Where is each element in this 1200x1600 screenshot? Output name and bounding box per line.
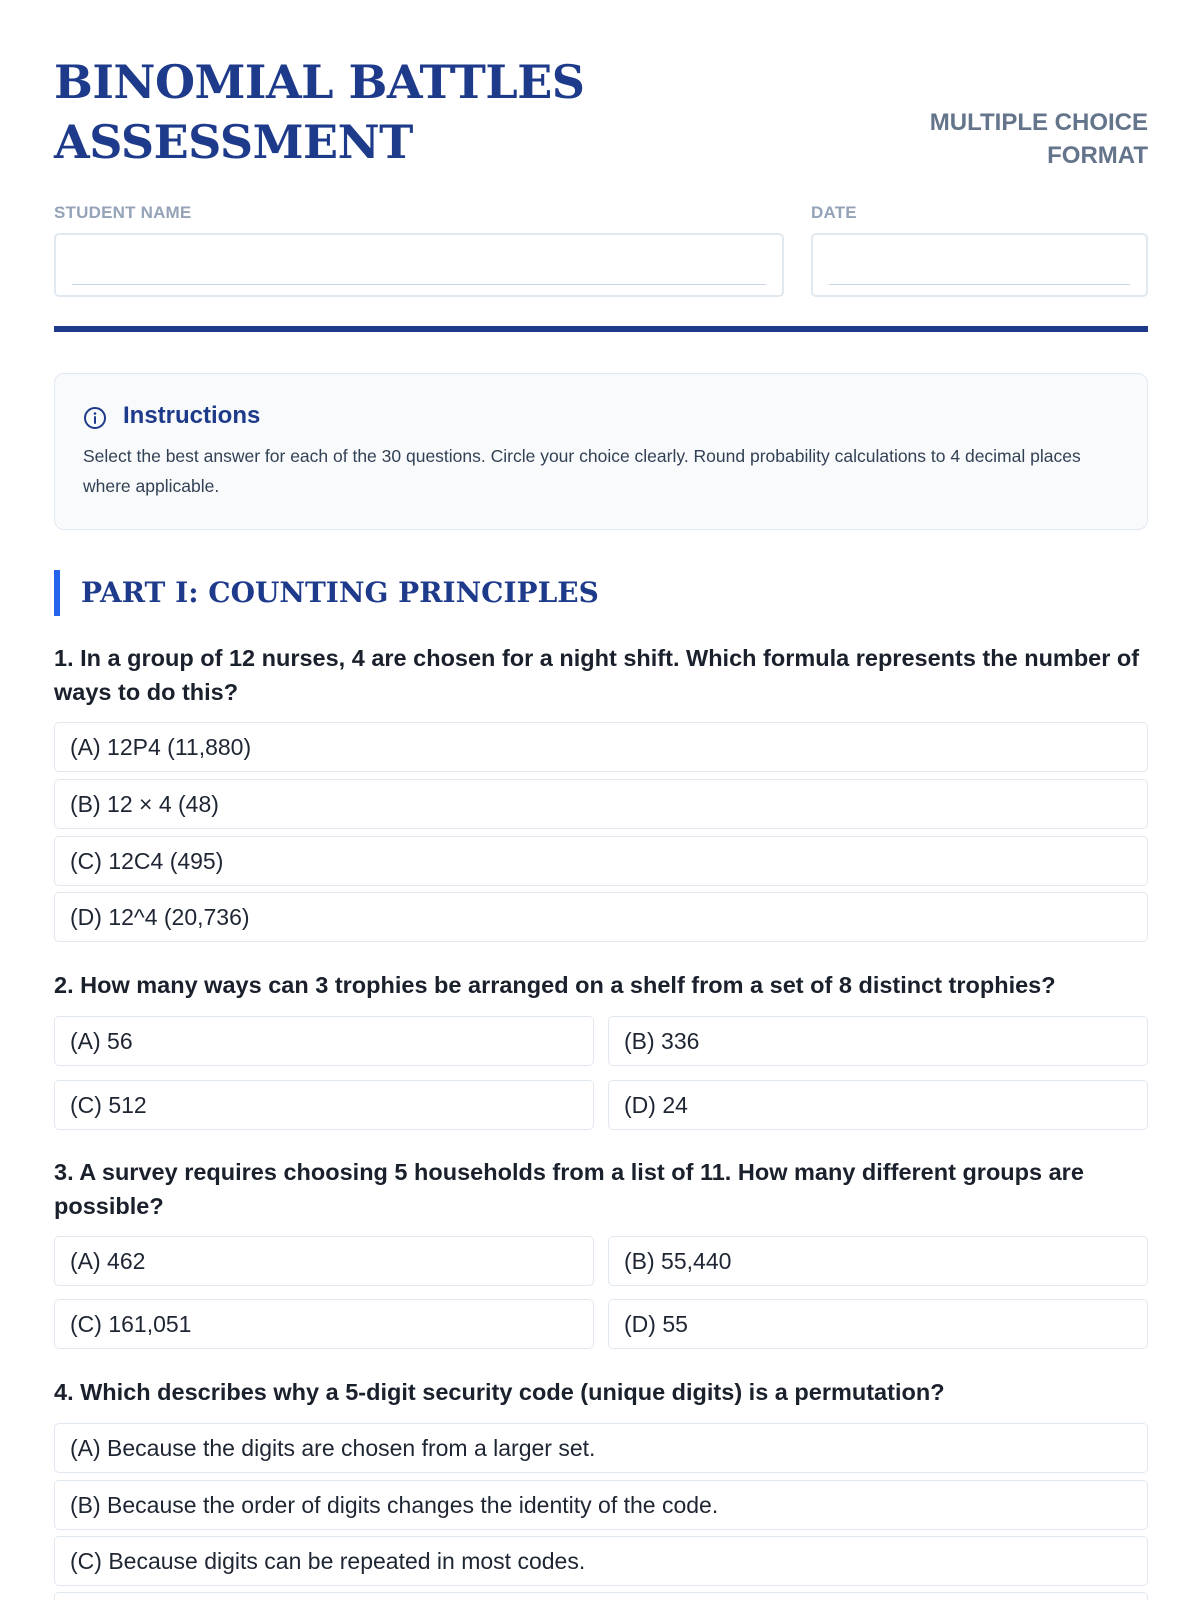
q4-option-d[interactable] <box>54 1592 1148 1600</box>
q1-option-d[interactable]: (D) 12^4 (20,736) <box>54 892 1148 942</box>
q3-option-d[interactable]: (D) 55 <box>608 1299 1148 1349</box>
question-2: 2. How many ways can 3 trophies be arranged on a shelf from a set of 8 distinct trophies? <box>54 972 1056 998</box>
question-4: 4. Which describes why a 5-digit security code (unique digits) is a permutation? <box>54 1379 945 1405</box>
format-label <box>930 106 1148 172</box>
q4-option-a[interactable]: (A) Because the digits are chosen from a larger set. <box>54 1423 1148 1473</box>
header <box>54 52 1148 182</box>
format-line-1: MULTIPLE CHOICE <box>929 109 1148 136</box>
header-divider <box>54 326 1148 332</box>
q2-option-a[interactable]: (A) 56 <box>54 1016 594 1066</box>
section-title: PART I: COUNTING PRINCIPLES <box>54 570 599 616</box>
student-name-underline <box>72 284 766 285</box>
q2-option-c[interactable]: (C) 512 <box>54 1080 594 1130</box>
date-field[interactable] <box>811 233 1148 297</box>
date-underline <box>829 284 1130 285</box>
format-line-2: FORMAT <box>1047 142 1148 169</box>
instructions-title: Instructions <box>123 402 261 429</box>
instructions-box <box>54 373 1148 530</box>
q1-option-c[interactable]: (C) 12C4 (495) <box>54 836 1148 886</box>
question-3: 3. A survey requires choosing 5 households from a list of 11. How many different groups are possible? <box>54 1159 1084 1219</box>
q3-option-a[interactable]: (A) 462 <box>54 1236 594 1286</box>
instructions-text: Select the best answer for each of the 30 questions. Circle your choice clearly. Round probability calculations to 4 decimal places where applicable. <box>83 446 1081 496</box>
q1-option-a[interactable]: (A) 12P4 (11,880) <box>54 722 1148 772</box>
q3-option-b[interactable]: (B) 55,440 <box>608 1236 1148 1286</box>
q2-option-d[interactable]: (D) 24 <box>608 1080 1148 1130</box>
q4-option-b[interactable]: (B) Because the order of digits changes the identity of the code. <box>54 1480 1148 1530</box>
page-title <box>54 52 585 172</box>
q2-option-b[interactable]: (B) 336 <box>608 1016 1148 1066</box>
q1-option-b[interactable]: (B) 12 × 4 (48) <box>54 779 1148 829</box>
q4-option-c[interactable]: (C) Because digits can be repeated in most codes. <box>54 1536 1148 1586</box>
question-1: 1. In a group of 12 nurses, 4 are chosen for a night shift. Which formula represents the number of ways to do this? <box>54 645 1140 705</box>
q3-option-c[interactable]: (C) 161,051 <box>54 1299 594 1349</box>
info-icon <box>83 406 107 430</box>
title-line-2: ASSESSMENT <box>54 115 413 169</box>
date-label: DATE <box>811 203 857 222</box>
title-line-1: BINOMIAL BATTLES <box>54 55 585 109</box>
student-name-label: STUDENT NAME <box>54 203 192 222</box>
student-name-field[interactable] <box>54 233 784 297</box>
